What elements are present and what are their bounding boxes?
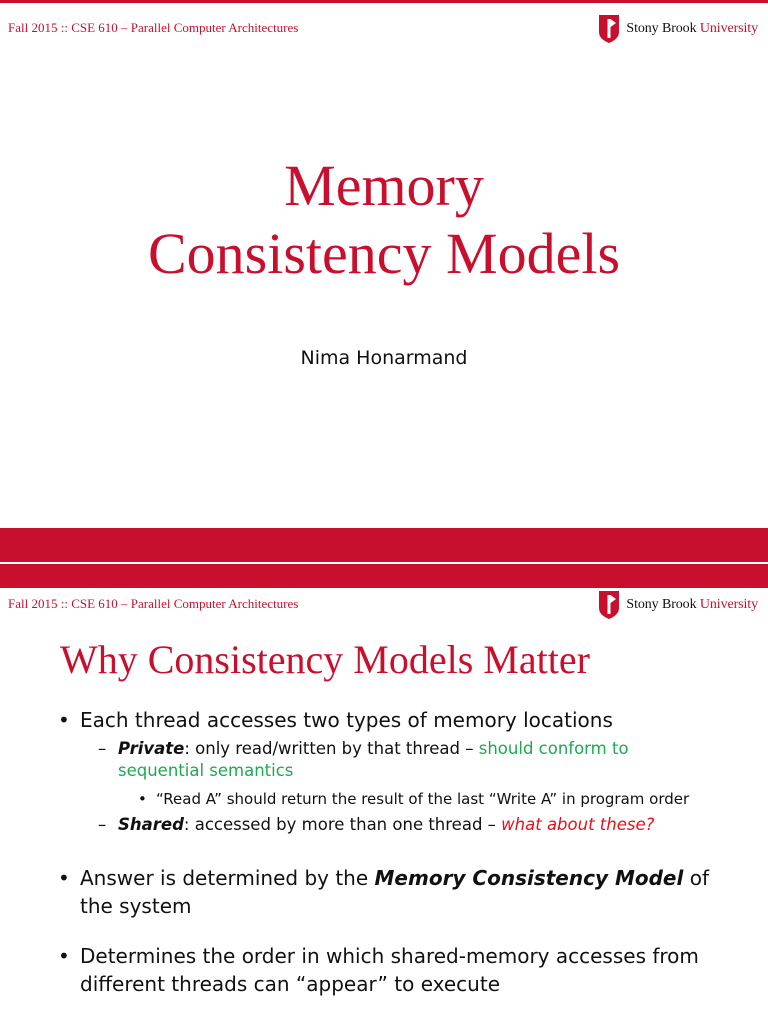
sub-sub-bullet: • “Read A” should return the result of the last “Write A” in program order bbox=[138, 790, 690, 808]
bullet-item: • Answer is determined by the Memory Consistency Model of the system bbox=[58, 866, 709, 918]
logo-text: Stony Brook University bbox=[626, 597, 758, 612]
university-logo bbox=[598, 590, 758, 620]
slide-title: Why Consistency Models Matter bbox=[60, 637, 590, 682]
stony-brook-shield-icon bbox=[598, 590, 620, 620]
course-header: Fall 2015 :: CSE 610 – Parallel Computer Architectures bbox=[8, 20, 299, 35]
stony-brook-shield-icon bbox=[598, 14, 620, 44]
bullet-item: • Determines the order in which shared-memory accesses from different threads can “appear” to execute bbox=[58, 944, 699, 996]
dash-icon: – bbox=[98, 739, 107, 758]
content-slide bbox=[0, 588, 768, 1024]
logo-text: Stony Brook University bbox=[626, 21, 758, 36]
bullet-dot-icon: • bbox=[58, 708, 70, 732]
dash-icon: – bbox=[98, 815, 107, 834]
sub-bullet-shared: – Shared: accessed by more than one thread – what about these? bbox=[98, 815, 655, 834]
author-name: Nima Honarmand bbox=[300, 347, 468, 369]
slide-body bbox=[58, 706, 718, 1020]
bullet-dot-icon: • bbox=[58, 944, 70, 968]
university-logo bbox=[598, 14, 758, 44]
bullet-item: • Each thread accesses two types of memory locations bbox=[58, 708, 613, 732]
slide-title: Memory Consistency Models bbox=[147, 153, 621, 286]
course-header: Fall 2015 :: CSE 610 – Parallel Computer Architectures bbox=[8, 596, 299, 611]
bullet-dot-icon: • bbox=[138, 790, 147, 808]
sub-bullet-private: – Private: only read/written by that thread – should conform to sequential semantics bbox=[98, 739, 629, 780]
slide-divider-band bbox=[0, 528, 768, 588]
bullet-dot-icon: • bbox=[58, 866, 70, 890]
